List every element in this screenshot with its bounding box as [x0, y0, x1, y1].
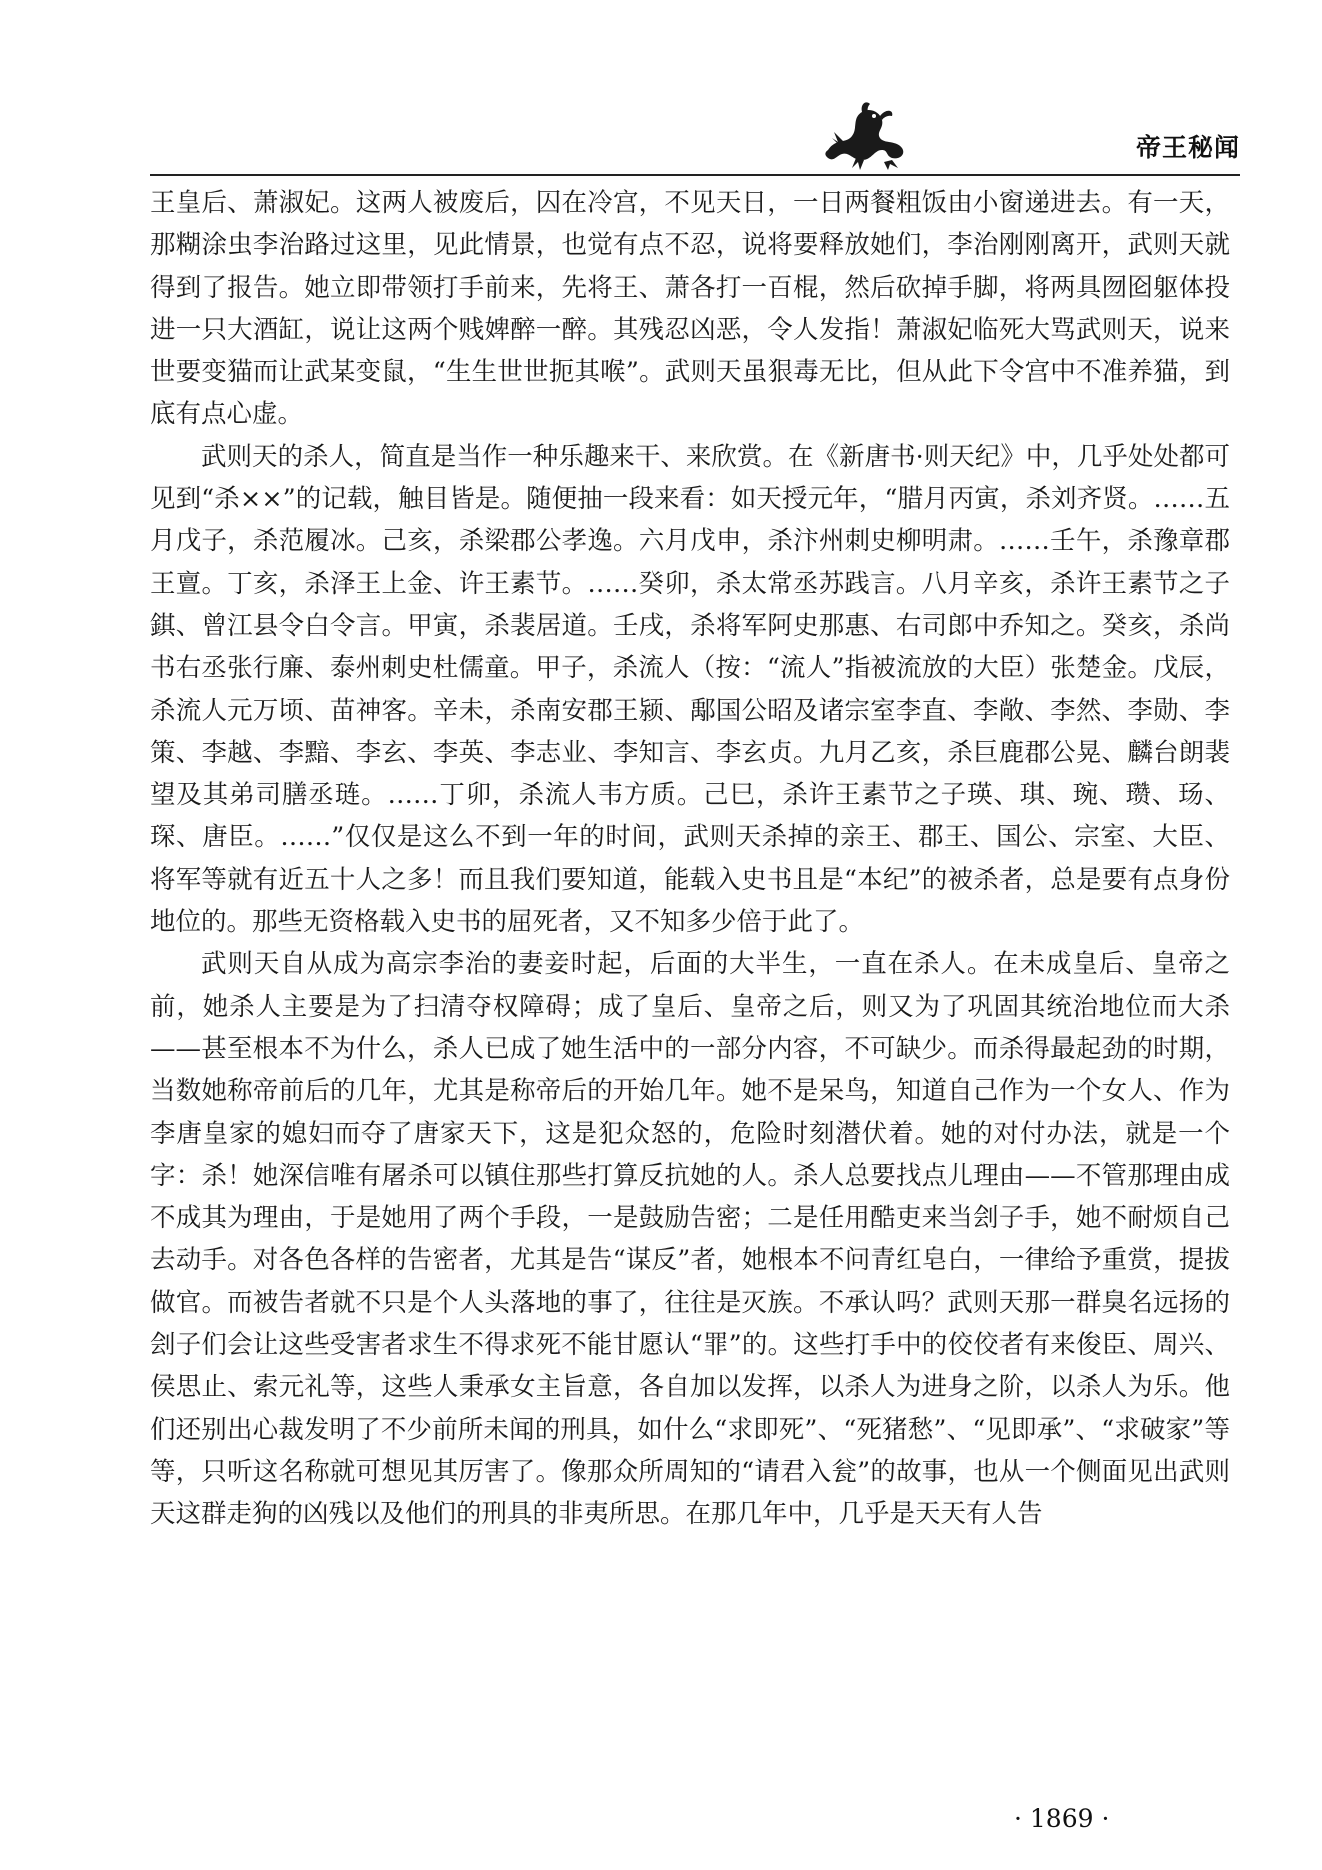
paragraph: 王皇后、萧淑妃。这两人被废后，囚在冷宫，不见天日，一日两餐粗饭由小窗递进去。有一天，那糊涂虫李治路过这里，见此情景，也觉有点不忍，说将要释放她们，李治刚刚离开，武则天就得到了报告。她立即带领打手前来，先将王、萧各打一百棍，然后砍掉手脚，将两具囫囵躯体投进一只大酒缸，说让这两个贱婢醉一醉。其残忍凶恶，令人发指！萧淑妃临死大骂武则天，说来世要变猫而让武某变鼠，“生生世世扼其喉”。武则天虽狠毒无比，但从此下令宫中不准养猫，到底有点心虚。 — [150, 188, 1230, 430]
header-title: 帝王秘闻 — [1135, 133, 1240, 162]
page-number: · 1869 · — [1014, 1804, 1110, 1833]
running-header — [150, 98, 1240, 178]
dragon-emblem-icon — [822, 98, 914, 172]
paragraph: 武则天的杀人，简直是当作一种乐趣来干、来欣赏。在《新唐书·则天纪》中，几乎处处都可见到“杀××”的记载，触目皆是。随便抽一段来看：如天授元年，“腊月丙寅，杀刘齐贤。……五月戊子，杀范履冰。己亥，杀梁郡公孝逸。六月戊申，杀汴州刺史柳明肃。……壬午，杀豫章郡王亶。丁亥，杀泽王上金、许王素节。……癸卯，杀太常丞苏践言。八月辛亥，杀许王素节之子錤、曾江县令白令言。甲寅，杀裴居道。壬戌，杀将军阿史那惠、右司郎中乔知之。癸亥，杀尚书右丞张行廉、泰州刺史杜儒童。甲子，杀流人（按：“流人”指被流放的大臣）张楚金。戊辰，杀流人元万顷、苗神客。辛未，杀南安郡王颍、鄅国公昭及诸宗室李直、李敞、李然、李勋、李策、李越、李黯、李玄、李英、李志业、李知言、李玄贞。九月乙亥，杀巨鹿郡公晃、麟台朗裴望及其弟司膳丞琏。……丁卯，杀流人韦方质。己巳，杀许王素节之子瑛、琪、琬、瓒、玚、琛、唐臣。……”仅仅是这么不到一年的时间，武则天杀掉的亲王、郡王、国公、宗室、大臣、将军等就有近五十人之多！而且我们要知道，能载入史书且是“本纪”的被杀者，总是要有点身份地位的。那些无资格载入史书的屈死者，又不知多少倍于此了。 — [150, 441, 1230, 938]
article-body — [150, 182, 1230, 1536]
header-divider — [150, 174, 1240, 176]
paragraph: 武则天自从成为高宗李治的妻妾时起，后面的大半生，一直在杀人。在未成皇后、皇帝之前，她杀人主要是为了扫清夺权障碍；成了皇后、皇帝之后，则又为了巩固其统治地位而大杀——甚至根本不为什么，杀人已成了她生活中的一部分内容，不可缺少。而杀得最起劲的时期，当数她称帝前后的几年，尤其是称帝后的开始几年。她不是呆鸟，知道自己作为一个女人、作为李唐皇家的媳妇而夺了唐家天下，这是犯众怒的，危险时刻潜伏着。她的对付办法，就是一个字：杀！她深信唯有屠杀可以镇住那些打算反抗她的人。杀人总要找点儿理由——不管那理由成不成其为理由，于是她用了两个手段，一是鼓励告密；二是任用酷吏来当刽子手，她不耐烦自己去动手。对各色各样的告密者，尤其是告“谋反”者，她根本不问青红皂白，一律给予重赏，提拔做官。而被告者就不只是个人头落地的事了，往往是灭族。不承认吗？武则天那一群臭名远扬的刽子们会让这些受害者求生不得求死不能甘愿认“罪”的。这些打手中的佼佼者有来俊臣、周兴、侯思止、索元礼等，这些人秉承女主旨意，各自加以发挥，以杀人为进身之阶，以杀人为乐。他们还别出心裁发明了不少前所未闻的刑具，如什么“求即死”、“死猪愁”、“见即承”、“求破家”等等，只听这名称就可想见其厉害了。像那众所周知的“请君入瓮”的故事，也从一个侧面见出武则天这群走狗的凶残以及他们的刑具的非夷所思。在那几年中，几乎是天天有人告 — [150, 949, 1230, 1530]
